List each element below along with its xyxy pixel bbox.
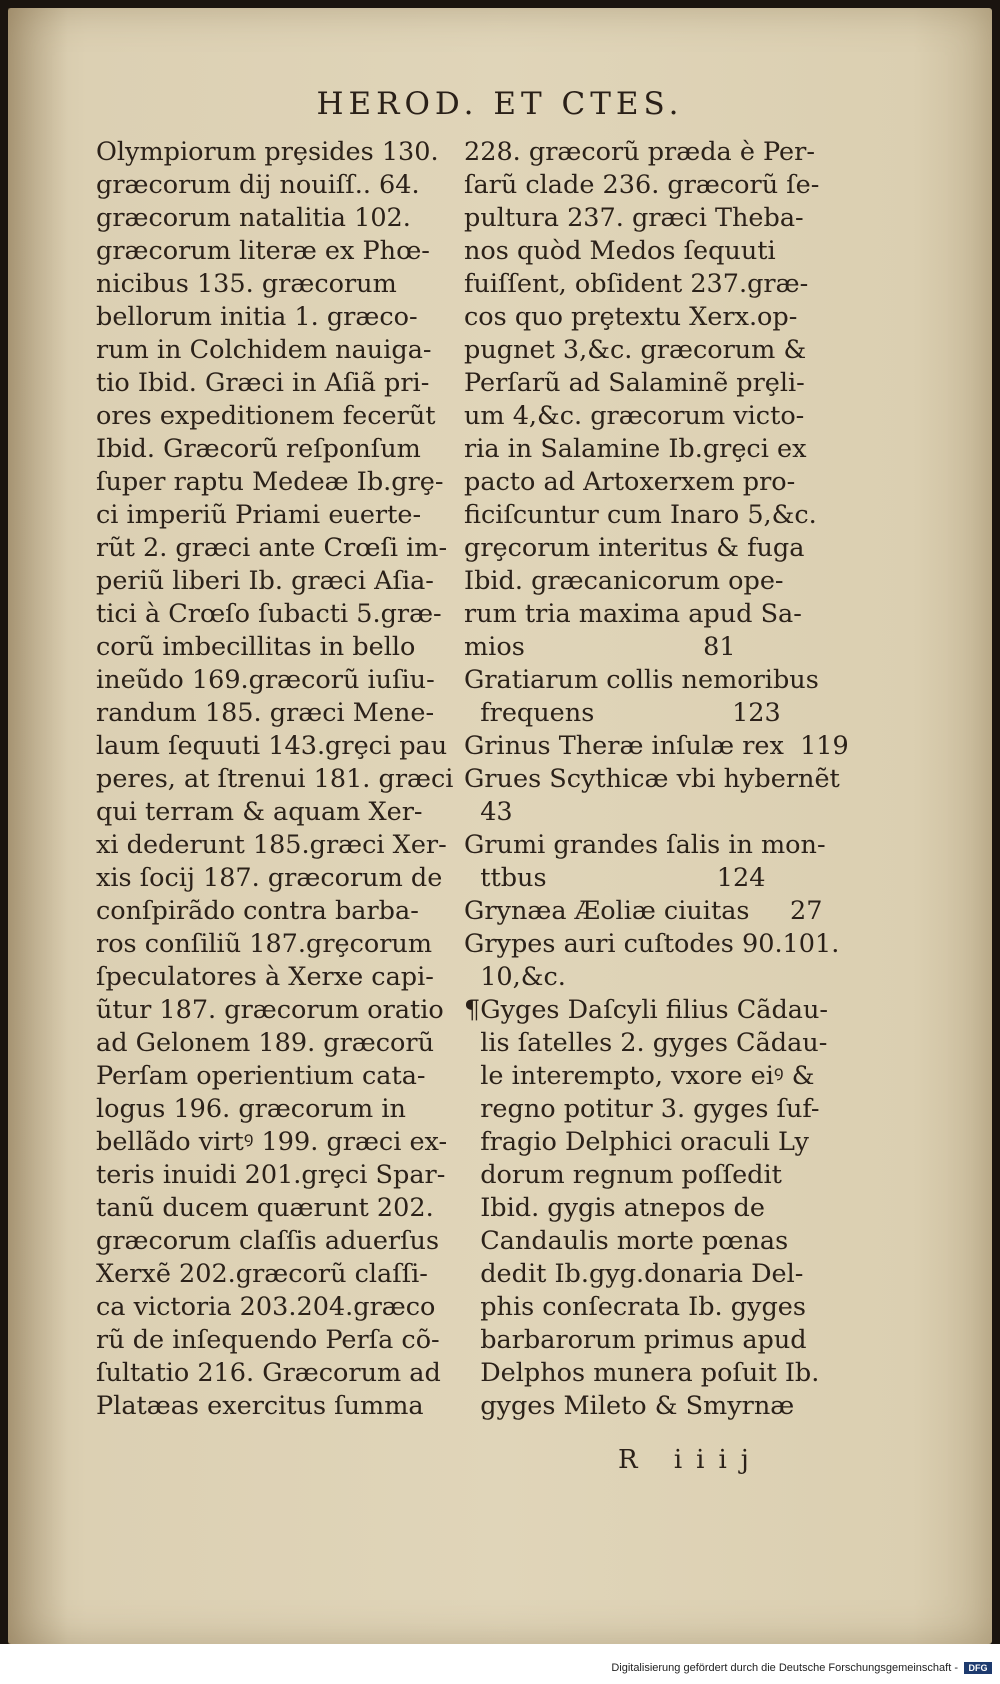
- book-page: [8, 8, 992, 1644]
- index-line: Candaulis morte pœnas: [464, 1226, 789, 1256]
- index-line: regno potitur 3. gyges ſuf-: [464, 1094, 820, 1124]
- index-line: Grinus Theræ inſulæ rex 119: [464, 731, 849, 761]
- index-line: Delphos munera poſuit Ib.: [464, 1358, 820, 1388]
- index-line: um 4,&c. græcorum victo-: [464, 401, 805, 431]
- index-line: ſarũ clade 236. græcorũ ſe-: [464, 170, 820, 200]
- index-line: Ibid. Græcorũ reſponſum: [96, 434, 421, 464]
- index-line: rũ de inſequendo Perſa cõ-: [96, 1325, 440, 1355]
- running-header: HEROD. ET CTES.: [316, 86, 684, 122]
- page-shadow: [8, 8, 68, 1644]
- index-line: cos quo prȩtextu Xerx.op-: [464, 302, 798, 332]
- index-line: ores expeditionem fecerũt: [96, 401, 436, 431]
- index-line: pugnet 3,&c. græcorum &: [464, 335, 807, 365]
- index-line: Xerxẽ 202.græcorũ claſſi-: [96, 1259, 428, 1289]
- index-line: ſuper raptu Medeæ Ib.grȩ-: [96, 467, 444, 497]
- index-line: Ibid. græcanicorum ope-: [464, 566, 784, 596]
- index-line: gyges Mileto & Smyrnæ: [464, 1391, 795, 1421]
- index-line: 228. græcorũ præda è Per-: [464, 137, 815, 167]
- index-line: rum in Colchidem nauiga-: [96, 335, 432, 365]
- index-line: bellãdo virtꝰ 199. græci ex-: [96, 1127, 448, 1157]
- index-line: græcorum literæ ex Phœ-: [96, 236, 430, 266]
- index-line: rũt 2. græci ante Crœſi im-: [96, 533, 448, 563]
- index-line: ſultatio 216. Græcorum ad: [96, 1358, 441, 1388]
- index-line: græcorum dij nouiſſ.. 64.: [96, 170, 420, 200]
- index-line: laum ſequuti 143.grȩci pau: [96, 731, 448, 761]
- credit-text: Digitalisierung gefördert durch die Deutsche Forschungsgemeinschaft -: [611, 1662, 958, 1674]
- left-column: [96, 136, 466, 1423]
- index-line: ros conſiliũ 187.grȩcorum: [96, 929, 433, 959]
- index-line: dedit Ib.gyg.donaria Del-: [464, 1259, 804, 1289]
- index-line: pacto ad Artoxerxem pro-: [464, 467, 796, 497]
- signature-mark: R iiij: [618, 1445, 763, 1475]
- index-line: corũ imbecillitas in bello: [96, 632, 416, 662]
- index-line: grȩcorum interitus & fuga: [464, 533, 805, 563]
- index-line: Grynæa Æoliæ ciuitas 27: [464, 896, 823, 926]
- index-line: fragio Delphici oraculi Ly: [464, 1127, 809, 1157]
- dfg-logo: DFG: [964, 1662, 992, 1674]
- index-line: 10,&c.: [464, 962, 566, 992]
- index-line: tanũ ducem quærunt 202.: [96, 1193, 434, 1223]
- index-line: xis ſocij 187. græcorum de: [96, 863, 443, 893]
- index-line: ineũdo 169.græcorũ iuſiu-: [96, 665, 435, 695]
- index-line: ¶Gyges Daſcyli filius Cãdau-: [464, 995, 829, 1025]
- credit-bar: [0, 1644, 1000, 1684]
- index-line: Olympiorum prȩsides 130.: [96, 137, 439, 167]
- index-line: ci imperiũ Priami euerte-: [96, 500, 422, 530]
- index-line: Ibid. gygis atnepos de: [464, 1193, 765, 1223]
- index-line: fuiſſent, obſident 237.græ-: [464, 269, 809, 299]
- index-line: græcorum natalitia 102.: [96, 203, 411, 233]
- index-line: rum tria maxima apud Sa-: [464, 599, 802, 629]
- index-line: mios 81: [464, 632, 736, 662]
- index-line: logus 196. græcorum in: [96, 1094, 406, 1124]
- index-line: teris inuidi 201.grȩci Spar-: [96, 1160, 446, 1190]
- index-line: pultura 237. græci Theba-: [464, 203, 804, 233]
- index-line: randum 185. græci Mene-: [96, 698, 435, 728]
- index-line: tici à Crœſo ſubacti 5.græ-: [96, 599, 442, 629]
- index-line: conſpirãdo contra barba-: [96, 896, 419, 926]
- index-line: Grumi grandes ſalis in mon-: [464, 830, 826, 860]
- index-line: qui terram & aquam Xer-: [96, 797, 423, 827]
- index-line: ca victoria 203.204.græco: [96, 1292, 436, 1322]
- index-line: phis conſecrata Ib. gyges: [464, 1292, 806, 1322]
- index-line: xi dederunt 185.græci Xer-: [96, 830, 447, 860]
- index-line: ria in Salamine Ib.grȩci ex: [464, 434, 807, 464]
- index-line: nos quòd Medos ſequuti: [464, 236, 776, 266]
- index-line: Grypes auri cuſtodes 90.101.: [464, 929, 840, 959]
- index-line: barbarorum primus apud: [464, 1325, 807, 1355]
- index-line: nicibus 135. græcorum: [96, 269, 397, 299]
- index-line: ad Gelonem 189. græcorũ: [96, 1028, 435, 1058]
- index-line: peres, at ſtrenui 181. græci: [96, 764, 454, 794]
- index-line: ttbus 124: [464, 863, 766, 893]
- index-line: Gratiarum collis nemoribus: [464, 665, 819, 695]
- index-line: græcorum claſſis aduerſus: [96, 1226, 440, 1256]
- index-line: Perſam operientium cata-: [96, 1061, 426, 1091]
- index-line: 43: [464, 797, 513, 827]
- index-line: Grues Scythicæ vbi hybernẽt: [464, 764, 840, 794]
- index-line: bellorum initia 1. græco-: [96, 302, 418, 332]
- index-line: lis ſatelles 2. gyges Cãdau-: [464, 1028, 828, 1058]
- index-line: dorum regnum poſſedit: [464, 1160, 782, 1190]
- index-line: tio Ibid. Græci in Aſiã pri-: [96, 368, 430, 398]
- index-line: ſpeculatores à Xerxe capi-: [96, 962, 434, 992]
- right-column: [464, 136, 849, 1423]
- index-line: frequens 123: [464, 698, 781, 728]
- index-line: ficiſcuntur cum Inaro 5,&c.: [464, 500, 817, 530]
- index-line: Platæas exercitus ſumma: [96, 1391, 424, 1421]
- index-line: ũtur 187. græcorum oratio: [96, 995, 444, 1025]
- index-line: Perſarũ ad Salaminẽ prȩli-: [464, 368, 805, 398]
- index-line: le interempto, vxore eiꝰ &: [464, 1061, 815, 1091]
- index-line: periũ liberi Ib. græci Aſia-: [96, 566, 434, 596]
